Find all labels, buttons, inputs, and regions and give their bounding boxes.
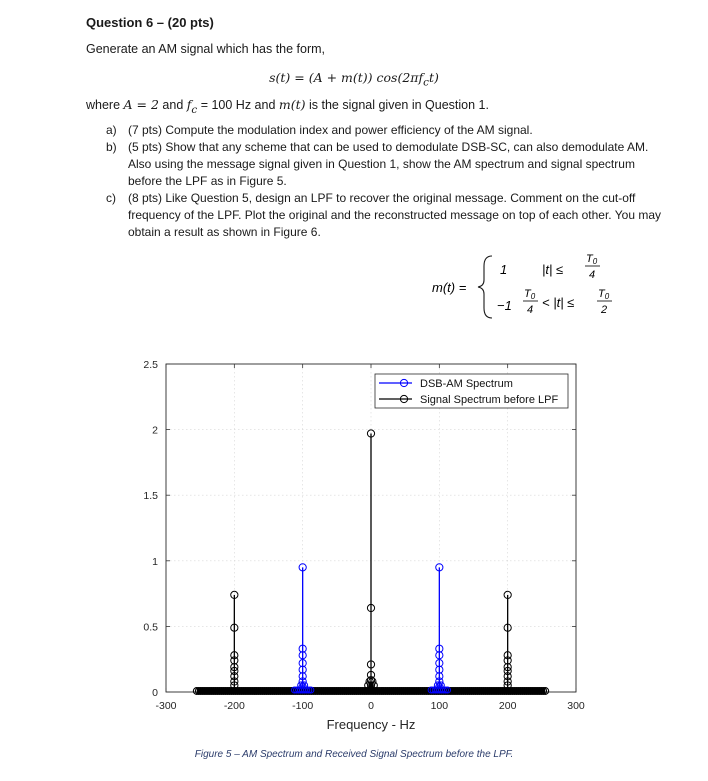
- case2-frac-den-left: 4: [527, 304, 534, 316]
- case2-frac-den-right: 2: [601, 304, 608, 316]
- x-axis-label: Frequency - Hz: [326, 717, 416, 732]
- case1-frac-num: T0: [586, 253, 598, 266]
- figure-caption: Figure 5 – AM Spectrum and Received Signal Spectrum before the LPF.: [194, 749, 514, 760]
- case1-frac-den: 4: [589, 269, 596, 281]
- question-intro: Generate an AM signal which has the form,: [86, 42, 326, 56]
- x-tick-label: -200: [223, 700, 245, 712]
- y-tick-label: 2: [152, 424, 158, 437]
- ticks-layer: [143, 359, 585, 712]
- sub-question-text: (5 pts) Show that any scheme that can be used to demodulate DSB-SC, can also demodulate AM. Also using the message signal given in Question 1, show the AM spectrum and signal spectrum before the LPF as in Figure 5.: [128, 140, 649, 188]
- stems-layer: [231, 430, 512, 692]
- y-tick-label: 1.5: [143, 490, 158, 503]
- case2-value: −1: [497, 298, 512, 313]
- message-lhs: m(t) =: [432, 280, 467, 295]
- x-tick-label: 0: [368, 700, 374, 712]
- sub-question-label: a): [106, 123, 117, 137]
- case2-condition: < |t| ≤: [542, 295, 575, 310]
- sub-question-text: (7 pts) Compute the modulation index and power efficiency of the AM signal.: [128, 123, 533, 137]
- sub-question-label: c): [106, 191, 116, 205]
- legend-entry-dsb-am: DSB-AM Spectrum: [420, 378, 513, 390]
- am-equation: s(t) = (A + m(t)) $\cos(2\pi f_ct)$: [269, 70, 439, 89]
- legend-entry-before-lpf: Signal Spectrum before LPF: [420, 394, 559, 406]
- case2-frac-num-right: T0: [598, 288, 610, 301]
- y-tick-label: 2.5: [143, 359, 158, 371]
- x-tick-label: -300: [155, 700, 177, 712]
- question-title: Question 6 – (20 pts): [86, 15, 214, 30]
- where-line: where A = 2 and $f_c = 100$ Hz and m(t) is the signal given in Question 1.: [86, 97, 489, 116]
- sub-question-text: (8 pts) Like Question 5, design an LPF to recover the original message. Comment on the cut-off frequency of the LPF. Plot the original and the reconstructed message on top of each other. You may obtain a result as shown in Figure 6.: [128, 191, 662, 239]
- case1-condition: |t| ≤: [542, 262, 564, 277]
- y-tick-label: 0.5: [143, 621, 158, 634]
- case1-value: 1: [500, 262, 508, 277]
- chart-legend: [375, 374, 568, 408]
- y-tick-label: 1: [152, 555, 158, 568]
- x-tick-label: 300: [567, 700, 585, 712]
- sub-question-label: b): [106, 140, 117, 154]
- x-tick-label: -100: [292, 700, 314, 712]
- baseline-layer: [193, 687, 548, 694]
- case2-frac-num-left: T0: [524, 288, 536, 301]
- x-tick-label: 200: [498, 700, 517, 712]
- y-tick-label: 0: [152, 687, 158, 699]
- x-tick-label: 100: [430, 700, 449, 712]
